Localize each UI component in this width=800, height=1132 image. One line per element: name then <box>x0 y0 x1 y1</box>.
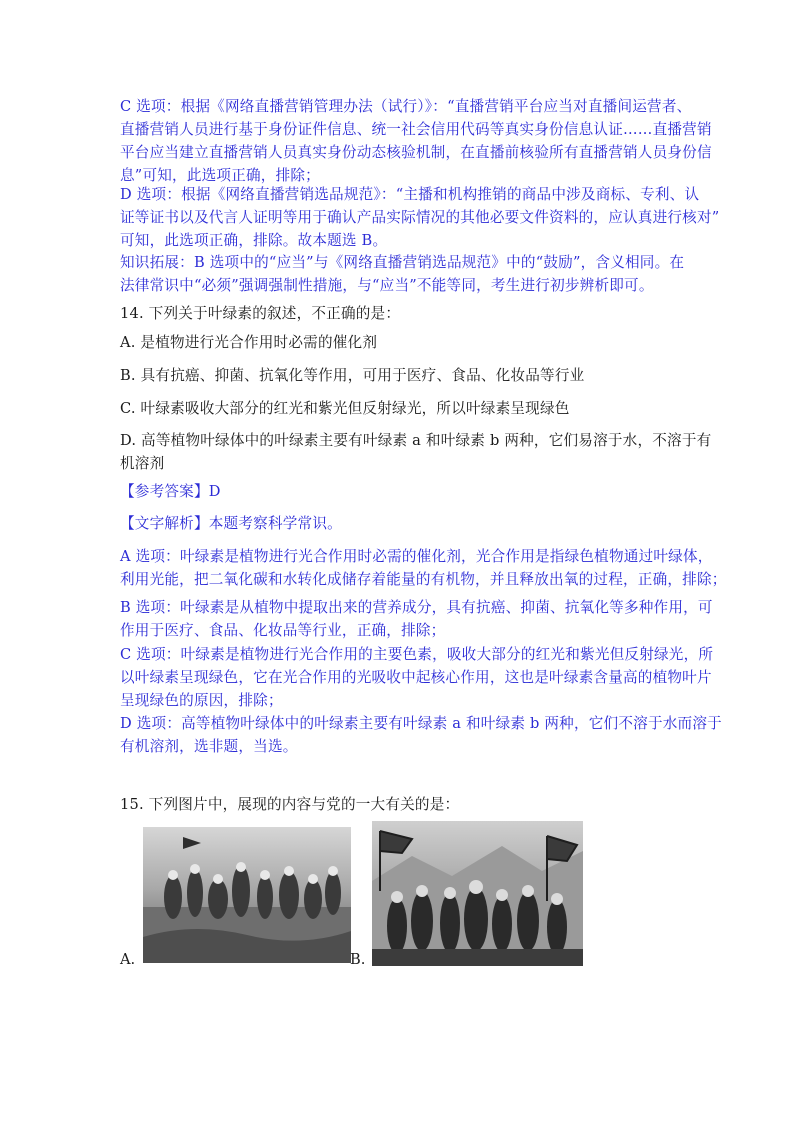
text-line: 呈现绿色的原因，排除； <box>120 692 283 709</box>
d-option-explanation-prev <box>120 183 720 252</box>
text-line: 证等证书以及代言人证明等用于确认产品实际情况的其他必要文件资料的，应认真进行核对” <box>120 209 720 226</box>
analysis-heading <box>120 512 680 535</box>
image-option-a <box>143 827 351 963</box>
text-line: 平台应当建立直播营销人员真实身份动态核验机制，在直播前核验所有直播营销人员身份信 <box>120 144 712 161</box>
text-line: 知识拓展：B 选项中的“应当”与《网络直播营销选品规范》中的“鼓励”，含义相同。在 <box>120 254 685 271</box>
analysis-option-b <box>120 596 713 642</box>
analysis-option-a <box>120 545 727 591</box>
crowd-march-illustration <box>143 827 351 963</box>
question-14 <box>120 302 680 325</box>
option-text: D. 高等植物叶绿体中的叶绿素主要有叶绿素 a 和叶绿素 b 两种，它们易溶于水，不溶于有 <box>120 432 712 449</box>
q14-option-c <box>120 397 680 420</box>
reference-answer <box>120 480 680 503</box>
text-line: B 选项：叶绿素是从植物中提取出来的营养成分，具有抗癌、抑菌、抗氧化等多种作用，可 <box>120 599 713 616</box>
text-line: 法律常识中“必须”强调强制性措施，与“应当”不能等同，考生进行初步辨析即可。 <box>120 277 654 294</box>
text-line: 作用于医疗、食品、化妆品等行业，正确，排除； <box>120 622 446 639</box>
image-option-b <box>372 821 583 966</box>
text-line: 息”可知，此选项正确，排除； <box>120 167 320 184</box>
option-text: A. 是植物进行光合作用时必需的催化剂 <box>120 334 378 351</box>
text-line: D 选项：根据《网络直播营销选品规范》：“主播和机构推销的商品中涉及商标、专利、认 <box>120 186 700 203</box>
c-option-explanation-prev <box>120 95 712 187</box>
option-text: B. 具有抗癌、抑菌、抗氧化等作用，可用于医疗、食品、化妆品等行业 <box>120 367 585 384</box>
text-line: A 选项：叶绿素是植物进行光合作用时必需的催化剂，光合作用是指绿色植物通过叶绿体， <box>120 548 713 565</box>
q14-option-d <box>120 429 712 475</box>
option-text: 机溶剂 <box>120 455 165 472</box>
flag-gathering-illustration <box>372 821 583 966</box>
option-text: C. 叶绿素吸收大部分的红光和紫光但反射绿光，所以叶绿素呈现绿色 <box>120 400 570 417</box>
knowledge-extension <box>120 251 685 297</box>
text-line: 利用光能，把二氧化碳和水转化成储存着能量的有机物，并且释放出氧的过程，正确，排除； <box>120 571 727 588</box>
text-line: C 选项：根据《网络直播营销管理办法（试行）》：“直播营销平台应当对直播间运营者、 <box>120 98 692 115</box>
analysis-option-c <box>120 643 714 712</box>
text-line: 直播营销人员进行基于身份证件信息、统一社会信用代码等真实身份信息认证……直播营销 <box>120 121 712 138</box>
image-b-label: B. <box>350 951 366 968</box>
text-line: D 选项：高等植物叶绿体中的叶绿素主要有叶绿素 a 和叶绿素 b 两种，它们不溶于水而溶于 <box>120 715 722 732</box>
analysis-title: 【文字解析】本题考察科学常识。 <box>120 515 342 532</box>
question-stem: 15. 下列图片中，展现的内容与党的一大有关的是： <box>120 796 460 813</box>
analysis-option-d <box>120 712 722 758</box>
text-line: C 选项：叶绿素是植物进行光合作用的主要色素，吸收大部分的红光和紫光但反射绿光，所 <box>120 646 714 663</box>
text-line: 可知，此选项正确，排除。故本题选 B。 <box>120 232 388 249</box>
image-a-label: A. <box>120 951 136 968</box>
text-line: 以叶绿素呈现绿色，它在光合作用的光吸收中起核心作用，这也是叶绿素含量高的植物叶片 <box>120 669 712 686</box>
answer-text: 【参考答案】D <box>120 483 221 500</box>
question-15 <box>120 793 680 816</box>
q14-option-b <box>120 364 680 387</box>
question-stem: 14. 下列关于叶绿素的叙述，不正确的是： <box>120 305 401 322</box>
text-line: 有机溶剂，选非题，当选。 <box>120 738 298 755</box>
q14-option-a <box>120 331 680 354</box>
